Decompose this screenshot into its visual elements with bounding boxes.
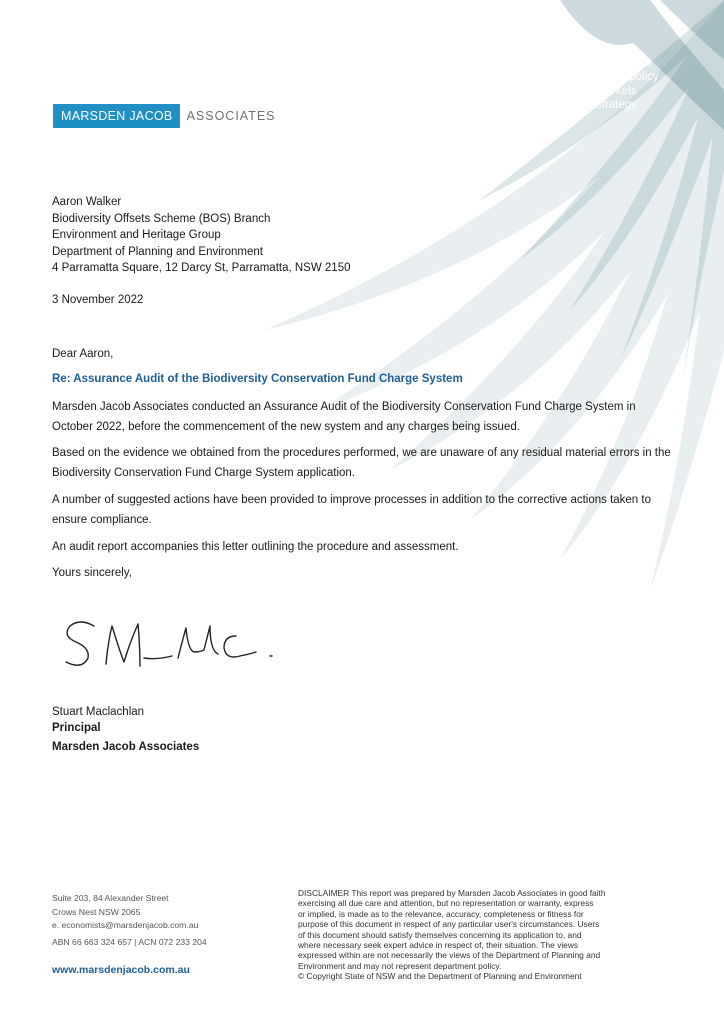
copyright-line: © Copyright State of NSW and the Department of Planning and Environment [298, 971, 582, 982]
recipient-address: 4 Parramatta Square, 12 Darcy St, Parramatta, NSW 2150 [52, 262, 351, 274]
email-line: e. economists@marsdenjacob.com.au [52, 920, 199, 930]
footer-abn: ABN 66 663 324 657 | ACN 072 233 204 [52, 937, 207, 947]
company-logo [53, 104, 276, 128]
disclaimer-line: where necessary seek expert advice in respect of, their situation. The views [298, 940, 579, 951]
disclaimer-line: purpose of this document in respect of any particular user's circumstances. Users [298, 919, 600, 930]
recipient-department: Department of Planning and Environment [52, 246, 263, 258]
signatory-company: Marsden Jacob Associates [52, 741, 200, 753]
body-paragraph: Based on the evidence we obtained from the procedures performed, we are unaware of any residual material errors in the Biodiversity Conservation Fund Charge System application. [52, 447, 671, 479]
disclaimer-line: Environment and may not represent department policy. [298, 960, 502, 971]
body-paragraph: Marsden Jacob Associates conducted an Assurance Audit of the Biodiversity Conservation Fund Charge System in October 2022, before the commencement of the new system and any charges being issued. [52, 401, 636, 433]
footer-address [52, 892, 198, 933]
tagline-line: public policy [596, 71, 659, 83]
disclaimer-line: DISCLAIMER This report was prepared by Marsden Jacob Associates in good faith [298, 888, 606, 898]
disclaimer-line: expressed within are not necessarily the views of the Department of Planning and [298, 950, 601, 961]
tagline-line: strategy [596, 99, 637, 111]
signatory-name: Stuart Maclachlan [52, 706, 145, 718]
tagline-line: markets [596, 85, 637, 97]
body-paragraph: A number of suggested actions have been provided to improve processes in addition to the corrective actions taken to ensure compliance. [52, 494, 651, 526]
logo-name: MARSDEN JACOB [53, 104, 180, 128]
letter-date: 3 November 2022 [52, 294, 144, 306]
disclaimer-line: exercising all due care and attention, but no representation or warranty, express [298, 898, 594, 909]
website-link[interactable]: www.marsdenjacob.com.au [52, 964, 190, 976]
recipient-name: Aaron Walker [52, 196, 122, 208]
signature-image [60, 612, 300, 678]
disclaimer-line: of this document should satisfy themselves concerning its application to, and [298, 929, 582, 940]
closing: Yours sincerely, [52, 567, 132, 579]
disclaimer-line: or implied, is made as to the relevance, accuracy, completeness or fitness for [298, 908, 584, 919]
address-line: Crows Nest NSW 2065 [52, 906, 141, 917]
recipient-group: Environment and Heritage Group [52, 229, 221, 241]
disclaimer [298, 888, 668, 982]
address-line: Suite 203, 84 Alexander Street [52, 893, 169, 903]
logo-suffix: ASSOCIATES [186, 109, 276, 123]
tagline-line: economics [596, 57, 651, 69]
tagline [596, 56, 659, 112]
signatory-title: Principal [52, 722, 101, 734]
body-paragraph: An audit report accompanies this letter outlining the procedure and assessment. [52, 541, 459, 553]
subject-line: Re: Assurance Audit of the Biodiversity Conservation Fund Charge System [52, 373, 463, 385]
recipient-branch: Biodiversity Offsets Scheme (BOS) Branch [52, 213, 271, 225]
salutation: Dear Aaron, [52, 348, 114, 360]
